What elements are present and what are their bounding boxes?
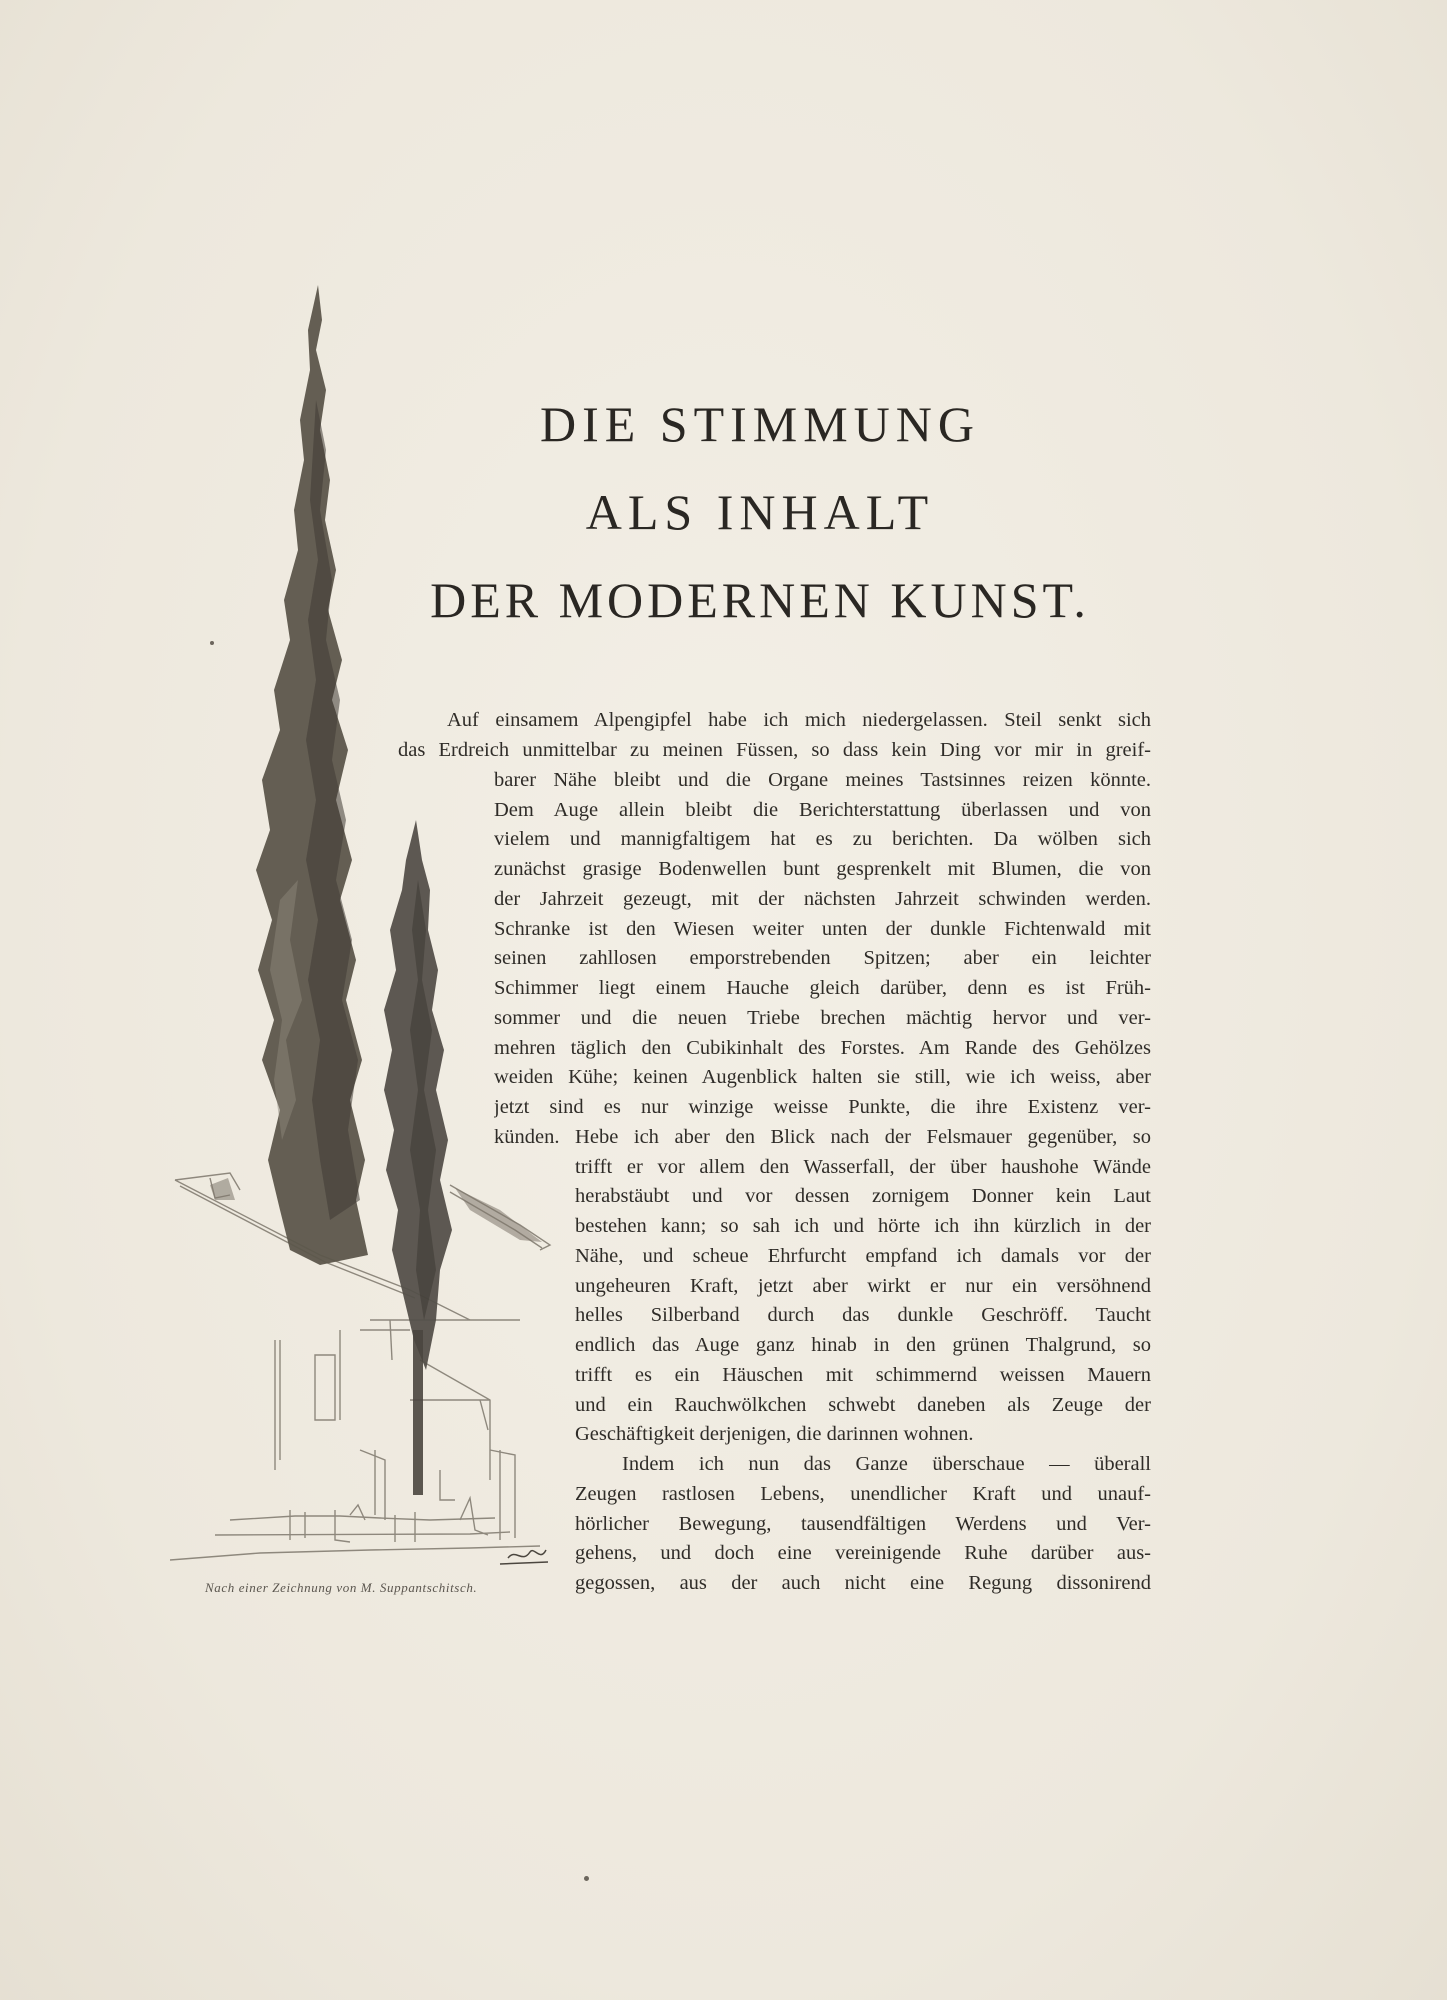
- text-line: Dem Auge allein bleibt die Berichterstattung überlassen und von: [494, 799, 1151, 821]
- text-line: Geschäftigkeit derjenigen, die darinnen wohnen.: [575, 1423, 974, 1445]
- text-line: das Erdreich unmittelbar zu meinen Füssen, so dass kein Ding vor mir in greif-: [398, 739, 1151, 761]
- text-line: Nähe, und scheue Ehrfurcht empfand ich damals vor der: [575, 1245, 1151, 1267]
- text-line: und ein Rauchwölkchen schwebt daneben als Zeuge der: [575, 1394, 1151, 1416]
- text-line: trifft es ein Häuschen mit schimmernd weissen Mauern: [575, 1364, 1151, 1386]
- text-line: herabstäubt und vor dessen zornigem Donner kein Laut: [575, 1185, 1151, 1207]
- text-line: vielem und mannigfaltigem hat es zu berichten. Da wölben sich: [494, 828, 1151, 850]
- text-line: gegossen, aus der auch nicht eine Regung dissonirend: [575, 1572, 1151, 1594]
- title-line-3: DER MODERNEN KUNST.: [430, 572, 1090, 628]
- text-line: Zeugen rastlosen Lebens, unendlicher Kraft und unauf-: [575, 1483, 1151, 1505]
- text-line: ungeheuren Kraft, jetzt aber wirkt er nur ein versöhnend: [575, 1275, 1151, 1297]
- title-line-1: DIE STIMMUNG: [539, 396, 981, 452]
- text-line: bestehen kann; so sah ich und hörte ich ihn kürzlich in der: [575, 1215, 1151, 1237]
- title-line-2: ALS INHALT: [585, 484, 935, 540]
- text-line: künden. Hebe ich aber den Blick nach der Felsmauer gegenüber, so: [494, 1126, 1151, 1148]
- text-line: trifft er vor allem den Wasserfall, der über haushohe Wände: [575, 1156, 1151, 1178]
- text-line: sommer und die neuen Triebe brechen mächtig hervor und ver-: [494, 1007, 1151, 1029]
- text-line: Schimmer liegt einem Hauche gleich darüber, denn es ist Früh-: [494, 977, 1151, 999]
- text-line: zunächst grasige Bodenwellen bunt gesprenkelt mit Blumen, die von: [494, 858, 1151, 880]
- text-line: Schranke ist den Wiesen weiter unten der dunkle Fichtenwald mit: [494, 918, 1151, 940]
- text-line: gehens, und doch eine vereinigende Ruhe darüber aus-: [575, 1542, 1151, 1564]
- text-line: der Jahrzeit gezeugt, mit der nächsten Jahrzeit schwinden werden.: [494, 888, 1151, 910]
- text-line: barer Nähe bleibt und die Organe meines Tastsinnes reizen könnte.: [494, 769, 1151, 791]
- text-line: Auf einsamem Alpengipfel habe ich mich niedergelassen. Steil senkt sich: [447, 709, 1151, 731]
- text-line: jetzt sind es nur winzige weisse Punkte, die ihre Existenz ver-: [494, 1096, 1151, 1118]
- text-line: weiden Kühe; keinen Augenblick halten sie still, wie ich weiss, aber: [494, 1066, 1151, 1088]
- text-line: endlich das Auge ganz hinab in den grünen Thalgrund, so: [575, 1334, 1151, 1356]
- text-line: helles Silberband durch das dunkle Geschröff. Taucht: [575, 1304, 1151, 1326]
- illustration-caption: Nach einer Zeichnung von M. Suppantschitsch.: [205, 1580, 478, 1595]
- text-line: seinen zahllosen emporstrebenden Spitzen; aber ein leichter: [494, 947, 1151, 969]
- text-line: Indem ich nun das Ganze überschaue — überall: [622, 1453, 1151, 1475]
- text-line: mehren täglich den Cubikinhalt des Forstes. Am Rande des Gehölzes: [494, 1037, 1151, 1059]
- text-line: hörlicher Bewegung, tausendfältigen Werdens und Ver-: [575, 1513, 1151, 1535]
